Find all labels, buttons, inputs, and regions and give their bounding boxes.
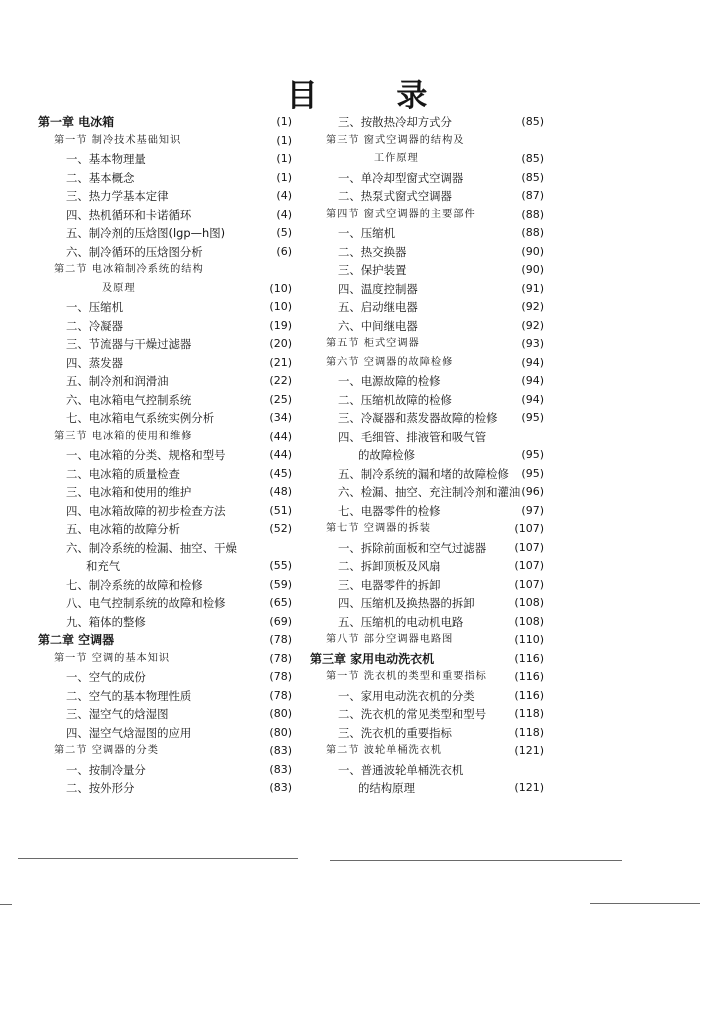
- toc-entry-page: (85): [521, 170, 544, 184]
- toc-entry-page: (107): [514, 522, 544, 535]
- toc-entry-page: (45): [269, 466, 292, 480]
- toc-entry-page: (85): [521, 152, 544, 165]
- toc-entry: [38, 150, 292, 169]
- toc-entry-page: (10): [269, 300, 292, 313]
- toc-entry-title: 二、按外形分: [66, 781, 135, 795]
- toc-entry: [38, 705, 292, 724]
- toc-entry: [310, 705, 544, 724]
- toc-entry: [38, 761, 292, 780]
- toc-entry: [38, 613, 292, 632]
- toc-entry-title: 二、压缩机故障的检修: [338, 392, 452, 407]
- toc-entry-page: (118): [514, 707, 544, 720]
- toc-entry-title: 二、基本概念: [66, 170, 135, 185]
- toc-entry: [310, 354, 544, 373]
- toc-entry-title: 六、制冷循环的压焓图分析: [66, 244, 203, 259]
- toc-entry-page: (78): [269, 670, 292, 683]
- toc-entry-page: (10): [269, 281, 292, 295]
- toc-entry-title: 一、空气的成份: [66, 670, 146, 684]
- toc-entry-page: (90): [521, 244, 544, 258]
- toc-entry: [38, 391, 292, 410]
- toc-entry-page: (69): [269, 614, 292, 628]
- toc-entry: [310, 650, 544, 669]
- toc-entry: [310, 243, 544, 262]
- toc-entry-title: 六、制冷系统的检漏、抽空、干燥: [66, 540, 237, 555]
- toc-entry-title: 第二节 空调器的分类: [54, 745, 159, 756]
- toc-entry-title: 第七节 空调器的拆装: [326, 523, 431, 534]
- toc-entry-page: (78): [269, 633, 292, 646]
- toc-entry-title: 九、箱体的整修: [66, 614, 146, 629]
- toc-entry-title: 二、空气的基本物理性质: [66, 688, 192, 703]
- toc-entry: [38, 446, 292, 465]
- toc-entry: [310, 280, 544, 299]
- toc-entry-title: 七、制冷系统的故障和检修: [66, 577, 203, 592]
- toc-entry: [310, 465, 544, 484]
- toc-entry-page: (116): [514, 688, 544, 702]
- toc-entry-page: (59): [269, 577, 292, 591]
- toc-entry: [310, 687, 544, 706]
- toc-right-column: [310, 113, 544, 798]
- toc-entry-page: (5): [276, 226, 292, 239]
- toc-entry-title: 二、洗衣机的常见类型和型号: [338, 707, 487, 721]
- toc-entry-title: 的故障检修: [358, 448, 415, 462]
- toc-entry-title: 二、冷凝器: [66, 318, 123, 333]
- toc-entry-title: 七、电器零件的检修: [338, 503, 441, 518]
- toc-entry-title: 一、基本物理量: [66, 152, 146, 166]
- toc-entry: [38, 631, 292, 650]
- toc-entry-page: (95): [521, 448, 544, 461]
- toc-entry: [38, 539, 292, 558]
- toc-entry: [38, 576, 292, 595]
- toc-entry: [310, 335, 544, 354]
- toc-entry-title: 三、洗衣机的重要指标: [338, 725, 452, 740]
- toc-entry: [310, 742, 544, 761]
- toc-entry-page: (55): [269, 559, 292, 572]
- toc-entry-page: (110): [514, 633, 544, 646]
- toc-entry: [310, 761, 544, 780]
- scan-edge-line: [330, 860, 622, 861]
- toc-entry-title: 的结构原理: [358, 781, 415, 795]
- toc-entry: [38, 372, 292, 391]
- toc-entry-page: (96): [521, 485, 544, 498]
- toc-entry-title: 四、温度控制器: [338, 281, 418, 296]
- toc-entry-page: (95): [521, 411, 544, 424]
- toc-entry: [38, 206, 292, 225]
- toc-entry: [38, 187, 292, 206]
- page-title: 目 录: [286, 78, 462, 114]
- toc-entry-title: 五、制冷剂的压焓图(lgp—h图): [66, 226, 226, 240]
- toc-entry-page: (44): [269, 429, 292, 443]
- toc-entry-title: 一、压缩机: [338, 226, 395, 240]
- toc-entry-page: (88): [521, 226, 544, 239]
- toc-entry-title: 及原理: [102, 282, 136, 294]
- toc-entry-title: 第一节 制冷技术基础知识: [54, 134, 182, 146]
- toc-entry-page: (1): [276, 133, 292, 147]
- toc-entry: [38, 779, 292, 798]
- toc-entry-page: (52): [269, 522, 292, 535]
- toc-entry-page: (107): [514, 540, 544, 554]
- toc-entry: [310, 187, 544, 206]
- toc-entry-page: (108): [514, 596, 544, 609]
- toc-entry: [310, 261, 544, 280]
- toc-entry-page: (87): [521, 189, 544, 202]
- toc-entry: [38, 132, 292, 151]
- toc-entry-title: 第二章 空调器: [38, 633, 115, 647]
- toc-entry-title: 一、普通波轮单桶洗衣机: [338, 762, 464, 777]
- toc-entry-page: (4): [276, 207, 292, 221]
- scan-edge-line: [590, 903, 700, 904]
- toc-entry-title: 三、冷凝器和蒸发器故障的检修: [338, 411, 498, 425]
- toc-entry-page: (80): [269, 707, 292, 720]
- toc-entry-page: (80): [269, 725, 292, 739]
- toc-entry-title: 四、压缩机及换热器的拆卸: [338, 596, 475, 610]
- toc-entry: [38, 742, 292, 761]
- toc-entry: [38, 724, 292, 743]
- toc-entry-page: (83): [269, 762, 292, 776]
- toc-entry-title: 五、制冷系统的漏和堵的故障检修: [338, 466, 509, 481]
- toc-entry-page: (93): [521, 337, 544, 350]
- toc-entry-page: (34): [269, 411, 292, 424]
- toc-entry: [310, 539, 544, 558]
- toc-entry: [310, 224, 544, 243]
- toc-entry: [38, 113, 292, 132]
- toc-entry: [38, 594, 292, 613]
- toc-entry: [38, 483, 292, 502]
- toc-entry: [38, 335, 292, 354]
- toc-entry: [38, 687, 292, 706]
- toc-entry: [38, 280, 292, 299]
- toc-entry-page: (107): [514, 559, 544, 572]
- toc-entry-title: 一、电源故障的检修: [338, 374, 441, 388]
- toc-entry-page: (107): [514, 577, 544, 591]
- toc-entry-page: (51): [269, 503, 292, 517]
- toc-entry-title: 一、家用电动洗衣机的分类: [338, 688, 475, 703]
- toc-entry-page: (1): [276, 170, 292, 184]
- toc-entry: [38, 520, 292, 539]
- toc-entry: [310, 150, 544, 169]
- toc-entry-page: (92): [521, 318, 544, 332]
- toc-entry-page: (78): [269, 688, 292, 702]
- toc-entry-title: 第六节 空调器的故障检修: [326, 356, 454, 368]
- toc-entry: [310, 724, 544, 743]
- toc-entry: [38, 502, 292, 521]
- toc-entry-page: (95): [521, 466, 544, 480]
- toc-entry: [310, 391, 544, 410]
- toc-entry: [310, 502, 544, 521]
- toc-entry-title: 四、湿空气焓湿图的应用: [66, 725, 192, 740]
- toc-entry-page: (65): [269, 596, 292, 609]
- toc-entry-title: 四、热机循环和卡诺循环: [66, 207, 192, 222]
- toc-entry-page: (22): [269, 374, 292, 387]
- toc-entry-page: (94): [521, 374, 544, 387]
- toc-entry-page: (108): [514, 614, 544, 628]
- toc-entry-title: 五、制冷剂和润滑油: [66, 374, 169, 388]
- toc-entry-title: 第二节 波轮单桶洗衣机: [326, 745, 443, 756]
- toc-entry-page: (85): [521, 115, 544, 128]
- toc-entry-title: 六、检漏、抽空、充注制冷剂和灌油: [338, 485, 521, 499]
- toc-entry: [310, 668, 544, 687]
- toc-entry: [310, 169, 544, 188]
- toc-entry-title: 第二节 电冰箱制冷系统的结构: [54, 264, 204, 275]
- toc-entry-page: (78): [269, 651, 292, 665]
- toc-entry: [310, 520, 544, 539]
- toc-entry: [310, 576, 544, 595]
- toc-entry: [38, 409, 292, 428]
- scan-edge-line: [18, 858, 298, 859]
- toc-entry: [310, 132, 544, 151]
- toc-entry-title: 二、热泵式窗式空调器: [338, 189, 452, 203]
- toc-entry-page: (121): [514, 781, 544, 794]
- toc-entry-page: (83): [269, 744, 292, 757]
- toc-entry-title: 一、压缩机: [66, 300, 123, 314]
- toc-entry-title: 四、电冰箱故障的初步检查方法: [66, 503, 226, 518]
- toc-entry-title: 二、热交换器: [338, 244, 407, 259]
- toc-entry-title: 八、电气控制系统的故障和检修: [66, 596, 226, 610]
- toc-entry-title: 三、按散热冷却方式分: [338, 115, 452, 129]
- scan-edge-line: [0, 904, 12, 905]
- toc-entry-page: (90): [521, 263, 544, 276]
- toc-entry: [38, 668, 292, 687]
- toc-entry-title: 三、保护装置: [338, 263, 407, 277]
- toc-entry-title: 六、电冰箱电气控制系统: [66, 392, 192, 407]
- toc-entry: [310, 483, 544, 502]
- toc-entry-title: 一、按制冷量分: [66, 762, 146, 777]
- toc-entry-page: (94): [521, 355, 544, 369]
- toc-entry: [38, 557, 292, 576]
- toc-entry: [310, 372, 544, 391]
- toc-entry: [310, 446, 544, 465]
- toc-entry-title: 和充气: [86, 559, 121, 573]
- toc-entry-page: (91): [521, 281, 544, 295]
- toc-entry: [38, 650, 292, 669]
- toc-entry-page: (1): [276, 152, 292, 165]
- toc-entry-page: (116): [514, 670, 544, 683]
- toc-entry-title: 三、电器零件的拆卸: [338, 577, 441, 592]
- toc-entry: [310, 428, 544, 447]
- toc-entry-page: (116): [514, 651, 544, 665]
- toc-entry-page: (1): [276, 115, 292, 128]
- toc-entry-title: 一、电冰箱的分类、规格和型号: [66, 448, 226, 462]
- toc-left-column: [38, 113, 292, 798]
- toc-entry-page: (88): [521, 207, 544, 221]
- toc-entry: [38, 261, 292, 280]
- toc-entry-page: (121): [514, 744, 544, 757]
- toc-entry-page: (21): [269, 355, 292, 369]
- toc-entry: [310, 409, 544, 428]
- toc-entry: [310, 613, 544, 632]
- toc-entry-title: 一、单冷却型窗式空调器: [338, 170, 464, 185]
- toc-entry: [310, 557, 544, 576]
- toc-entry: [310, 317, 544, 336]
- toc-entry: [310, 779, 544, 798]
- toc-entry-page: (118): [514, 725, 544, 739]
- toc-entry-page: (83): [269, 781, 292, 794]
- toc-entry-page: (20): [269, 337, 292, 350]
- toc-entry-page: (92): [521, 300, 544, 313]
- toc-entry-title: 五、电冰箱的故障分析: [66, 522, 180, 536]
- toc-entry-title: 第四节 窗式空调器的主要部件: [326, 208, 476, 220]
- toc-entry-title: 二、电冰箱的质量检查: [66, 466, 180, 481]
- toc-entry-title: 第一节 洗衣机的类型和重要指标: [326, 671, 487, 682]
- toc-entry-page: (4): [276, 189, 292, 202]
- toc-entry-page: (19): [269, 318, 292, 332]
- toc-entry-title: 四、蒸发器: [66, 355, 123, 370]
- toc-entry: [38, 354, 292, 373]
- toc-entry-title: 第三节 电冰箱的使用和维修: [54, 430, 193, 442]
- toc-entry-page: (94): [521, 392, 544, 406]
- toc-entry-title: 二、拆卸顶板及风扇: [338, 559, 441, 573]
- toc-entry-title: 第一节 空调的基本知识: [54, 652, 171, 664]
- toc-entry-page: (48): [269, 485, 292, 498]
- toc-entry-title: 第三章 家用电动洗衣机: [310, 651, 435, 666]
- toc-entry-title: 第三节 窗式空调器的结构及: [326, 134, 465, 146]
- toc-entry-title: 第五节 柜式空调器: [326, 338, 420, 349]
- toc-entry-page: (97): [521, 503, 544, 517]
- toc-entry-title: 三、电冰箱和使用的维护: [66, 485, 192, 499]
- toc-entry-title: 六、中间继电器: [338, 318, 418, 333]
- toc-entry-title: 五、压缩机的电动机电路: [338, 614, 464, 629]
- toc-entry: [38, 428, 292, 447]
- toc-entry-page: (44): [269, 448, 292, 461]
- toc-entry-title: 三、节流器与干燥过滤器: [66, 337, 192, 351]
- toc-entry: [38, 465, 292, 484]
- toc-entry: [38, 169, 292, 188]
- toc-entry-title: 第一章 电冰箱: [38, 115, 115, 129]
- toc-entry: [38, 298, 292, 317]
- toc-entry-page: (6): [276, 244, 292, 258]
- toc-entry: [310, 206, 544, 225]
- toc-entry: [310, 594, 544, 613]
- toc-entry: [38, 317, 292, 336]
- toc-entry-title: 三、热力学基本定律: [66, 189, 169, 203]
- toc-entry-title: 一、拆除前面板和空气过滤器: [338, 540, 487, 555]
- toc-entry-title: 七、电冰箱电气系统实例分析: [66, 411, 215, 425]
- toc-entry: [310, 298, 544, 317]
- toc-entry-title: 第八节 部分空调器电路图: [326, 634, 454, 645]
- toc-entry-title: 三、湿空气的焓湿图: [66, 707, 169, 721]
- toc-entry-page: (25): [269, 392, 292, 406]
- toc-entry-title: 五、启动继电器: [338, 300, 418, 314]
- toc-entry: [310, 631, 544, 650]
- toc-entry: [38, 224, 292, 243]
- toc-entry: [38, 243, 292, 262]
- toc-entry: [310, 113, 544, 132]
- toc-entry-title: 四、毛细管、排液管和吸气管: [338, 429, 487, 444]
- toc-entry-title: 工作原理: [374, 153, 419, 164]
